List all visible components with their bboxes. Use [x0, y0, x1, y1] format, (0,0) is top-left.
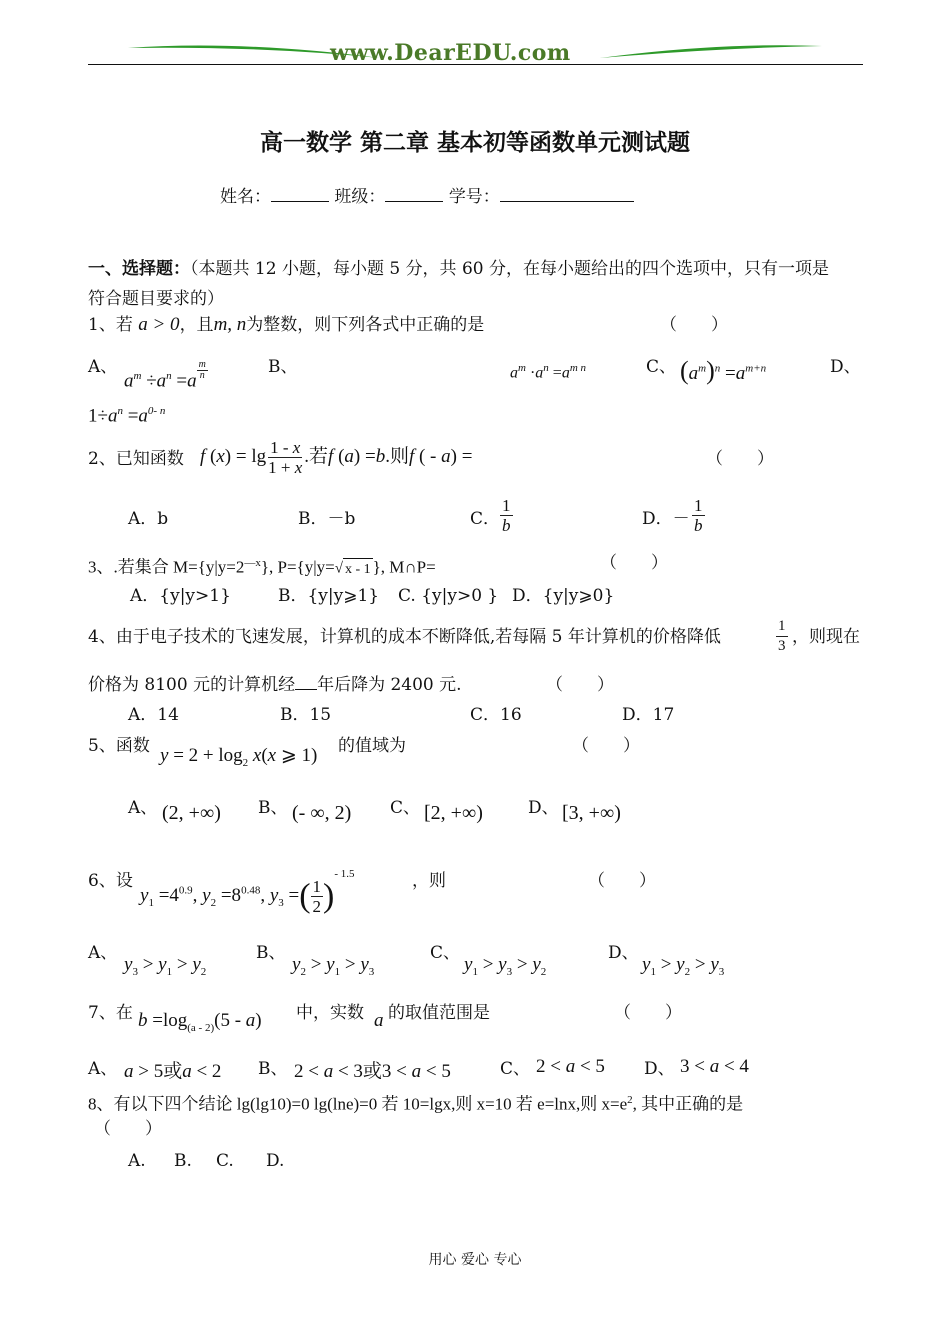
q3-stem: 3、.若集合 $M=\{y|y=2^{—x}\}$, P={y|y=√ x - 1 }, M∩P= — [88, 552, 436, 581]
q1-post: 为整数，则下列各式中正确的是 — [246, 315, 485, 335]
q1-cond: a > 0 — [138, 314, 180, 335]
q4-paren: （ ） — [546, 675, 614, 695]
q2-option-d[interactable] — [642, 508, 690, 530]
q5-option-c[interactable]: [2, +∞) — [424, 802, 483, 824]
q5-option-a[interactable]: (2, +∞) — [162, 802, 221, 824]
q7-option-b[interactable]: 2 < a < 3或3 < a < 5 — [294, 1061, 451, 1082]
q6-label-c: C、 — [430, 943, 461, 963]
q2-paren: （ ） — [706, 449, 774, 469]
q6-option-a[interactable]: $y_3 > y_1 > y_2$ — [124, 954, 207, 978]
name-label: 姓名： — [220, 187, 271, 207]
q1-label-c: C、 — [646, 357, 677, 377]
q3-sup: —x — [244, 557, 261, 569]
q5-formula: $y = 2 + \log_2 x(x$ ⩾ 1) — [160, 745, 318, 769]
q7-label-d: D、 — [644, 1059, 675, 1079]
q2-option-d-label: D．－ — [642, 509, 690, 529]
q7-var: a — [374, 1010, 384, 1031]
q7-mid: 中，实数 — [296, 1003, 364, 1023]
q6-pre: 6、设 — [88, 871, 133, 891]
q4-line1: 4、由于电子技术的飞速发展，计算机的成本不断降低,若每隔 5 年计算机的价格降低 — [88, 627, 721, 647]
q6-post: ，则 — [412, 871, 446, 891]
id-label: 学号： — [448, 187, 500, 207]
site-logo-text[interactable]: www.DearEDU.com — [330, 40, 571, 66]
q4-line1-post: ，则现在 — [792, 627, 860, 647]
q3-pre: 3、.若集合 M={y|y=2 — [88, 557, 245, 577]
q1-paren: （ ） — [660, 315, 728, 335]
q2-option-c[interactable] — [470, 508, 500, 530]
id-blank[interactable] — [500, 201, 634, 202]
q1-vars: m, n — [213, 314, 247, 335]
q8-paren: （ ） — [94, 1119, 162, 1139]
q1-pre: 1、若 — [88, 315, 133, 335]
q2-formula: f (x) = lg $\frac{1 - x}{1 + x}$ .若f (a) =b.则f ( - a) = — [200, 438, 473, 477]
section-heading: 一、选择题： — [88, 259, 190, 279]
q1-label-b: B、 — [268, 357, 298, 377]
q1-option-c[interactable]: $(a^m)^n =a^{m+n}$ — [680, 356, 767, 385]
q1-option-d[interactable]: $1\div a^n =a^{0- n}$ — [88, 405, 166, 427]
q5-option-b[interactable]: (- ∞, 2) — [292, 802, 352, 824]
q5-label-c: C、 — [390, 798, 421, 818]
q3-option-a[interactable]: A．{y|y>1} — [130, 586, 231, 606]
q7-paren: （ ） — [614, 1003, 682, 1023]
q6-label-a: A、 — [88, 943, 118, 963]
q7-option-a[interactable]: a > 5或a < 2 — [124, 1061, 222, 1082]
banner-right-swoosh — [600, 45, 822, 58]
q4-option-c[interactable]: C．16 — [470, 705, 522, 725]
q1-label-a: A、 — [88, 357, 118, 377]
q3-option-d[interactable]: D．{y|y⩾0} — [512, 586, 615, 606]
q5-paren: （ ） — [572, 736, 640, 756]
q3-post: }, M∩P= — [372, 557, 436, 577]
q3-paren: （ ） — [600, 553, 668, 573]
q1-label-d: D、 — [830, 357, 861, 377]
q8-line1 — [88, 1089, 743, 1116]
q2-option-c-label: C． — [470, 509, 501, 529]
q5-label-b: B、 — [258, 798, 288, 818]
q8-option-c[interactable]: C. — [216, 1151, 234, 1171]
q4-option-a[interactable]: A．14 — [128, 705, 179, 725]
q2-option-b[interactable]: B．－b — [298, 509, 356, 529]
q8-text: 8、有以下四个结论 lg(lg10)=0 lg(lne)=0 若 10=lgx,则 x=10 若 e=lnx,则 x=e — [88, 1094, 628, 1114]
q7-option-c[interactable]: 2 < a < 5 — [536, 1056, 605, 1077]
q3-sqrt: x - 1 — [343, 558, 373, 581]
q5-post: 的值域为 — [338, 736, 406, 756]
q7-label-c: C、 — [500, 1059, 531, 1079]
q3-mid: }, P={y|y= — [260, 557, 335, 577]
q6-formula: $y_1 =4^{0.9}$, $y_2 =8^{0.48}$, $y_3$ =( $\frac{1}{2}$ )$^{- 1.5}$ — [140, 868, 355, 917]
q2-option-a[interactable]: A．b — [128, 509, 169, 529]
q8-option-b[interactable]: B. — [174, 1151, 192, 1171]
q2-stem: 2、已知函数 — [88, 449, 184, 469]
q2-option-d-frac: $\frac{1}{b}$ — [694, 496, 703, 535]
q2-option-c-frac: $\frac{1}{b}$ — [502, 496, 511, 535]
page-title: 高一数学 第二章 基本初等函数单元测试题 — [259, 129, 690, 156]
q4-frac: $\frac{1}{3}$ — [778, 618, 786, 654]
q7-label-b: B、 — [258, 1059, 288, 1079]
header-rule — [88, 64, 863, 65]
name-blank[interactable] — [271, 201, 329, 202]
q8-option-d[interactable]: D. — [266, 1151, 285, 1171]
q4-line2-post: 年后降为 2400 元. — [317, 675, 462, 695]
q6-label-d: D、 — [608, 943, 639, 963]
q6-label-b: B、 — [256, 943, 286, 963]
q4-option-b[interactable]: B．15 — [280, 705, 332, 725]
q7-post: 的取值范围是 — [388, 1003, 490, 1023]
q5-label-a: A、 — [128, 798, 158, 818]
q5-option-d[interactable]: [3, +∞) — [562, 802, 621, 824]
q3-option-c[interactable]: C. {y|y>0 } — [398, 586, 499, 606]
q8-sup: 2 — [627, 1094, 633, 1106]
q4-line2-pre: 价格为 8100 元的计算机经 — [88, 675, 296, 695]
q6-option-d[interactable]: $y_1 > y_2 > y_3$ — [642, 954, 725, 978]
q4-line2 — [88, 674, 462, 696]
class-label: 班级： — [334, 187, 386, 207]
section-desc-line1: （本题共 12 小题，每小题 5 分，共 60 分，在每小题给出的四个选项中，只有一项是 — [190, 259, 830, 279]
q1-stem — [88, 314, 484, 336]
q7-formula: $b =\log_{(a - 2)}(5 - a)$ — [138, 1010, 262, 1034]
q6-option-c[interactable]: $y_1 > y_3 > y_2$ — [464, 954, 547, 978]
q7-pre: 7、在 — [88, 1003, 133, 1023]
q6-option-b[interactable]: $y_2 > y_1 > y_3$ — [292, 954, 375, 978]
q1-option-a[interactable]: $a^m \div a^n =a$ $^{\frac{m}{n}}$ — [124, 359, 206, 392]
student-info — [220, 186, 634, 208]
q6-paren: （ ） — [588, 871, 656, 891]
q3-option-b[interactable]: B．{y|y⩾1} — [278, 586, 380, 606]
q8-option-a[interactable]: A. — [128, 1151, 146, 1171]
page-footer: 用心 爱心 专心 — [428, 1252, 522, 1268]
q4-blank[interactable] — [295, 689, 317, 690]
section-desc — [88, 258, 829, 280]
q7-label-a: A、 — [88, 1059, 118, 1079]
q4-option-d[interactable]: D．17 — [622, 705, 675, 725]
q7-option-d[interactable]: 3 < a < 4 — [680, 1056, 749, 1077]
q5-pre: 5、函数 — [88, 736, 150, 756]
section-desc-line2: 符合题目要求的） — [88, 289, 224, 309]
q1-option-b[interactable]: $a^m \cdot a^n =a^{m n}$ — [510, 362, 587, 382]
q1-mid: ，且 — [179, 315, 214, 335]
q5-label-d: D、 — [528, 798, 559, 818]
q8-post: , 其中正确的是 — [632, 1094, 744, 1114]
class-blank[interactable] — [385, 201, 443, 202]
